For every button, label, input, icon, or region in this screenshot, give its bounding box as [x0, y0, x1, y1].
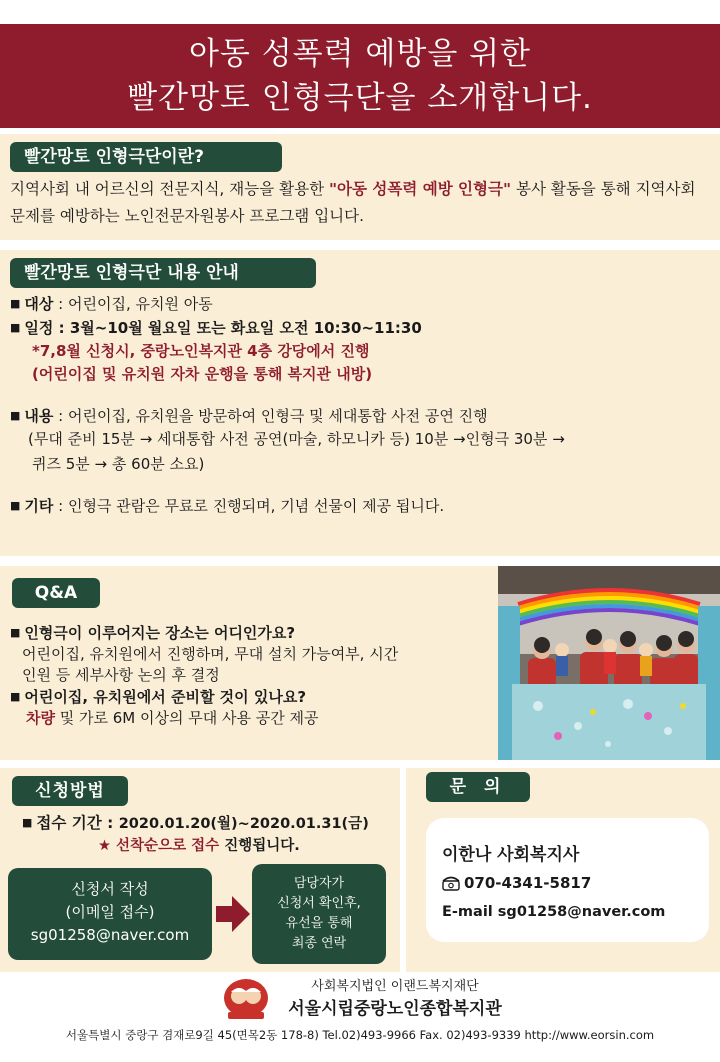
contact-card: [426, 818, 709, 942]
step-2-line-3: 유선을 통해: [285, 916, 353, 931]
content-value: : 어린이집, 유치원을 방문하여 인형극 및 세대통합 사전 공연 진행: [53, 407, 488, 425]
footer-foundation: 사회복지법인 이랜드복지재단: [311, 979, 479, 994]
target-row: [10, 292, 715, 316]
etc-value: : 인형극 관람은 무료로 진행되며, 기념 선물이 제공 됩니다.: [53, 497, 445, 515]
organization-logo: [222, 978, 270, 1022]
apply-content: [22, 812, 392, 857]
apply-period-value: 2020.01.20(월)~2020.01.31(금): [118, 816, 369, 832]
star-icon: ★: [98, 838, 111, 854]
step-2-line-4: 최종 연락: [291, 936, 347, 951]
contact-name: 이한나 사회복지사: [442, 845, 580, 865]
bullet-square: ■: [10, 321, 21, 334]
step-1-line-1: 신청서 작성: [71, 880, 149, 898]
contact-section: [406, 768, 720, 972]
apply-period: [22, 812, 392, 835]
answer-1-line-1: 어린이집, 유치원에서 진행하며, 무대 설치 가능여부, 시간: [22, 645, 399, 663]
apply-tag: 신청방법: [12, 776, 128, 806]
bullet-square: ■: [10, 690, 21, 703]
answer-1-line-2: 인원 등 세부사항 논의 후 결정: [22, 666, 220, 684]
schedule-note-2: (어린이집 및 유치원 자차 운행을 통해 복지관 내방): [32, 365, 373, 383]
puppet-show-illustration: [498, 566, 720, 760]
bullet-square: ■: [10, 409, 21, 422]
title-banner: [0, 24, 720, 128]
step-1-box: [8, 868, 212, 960]
schedule-label: 일정: [24, 319, 54, 337]
etc-row: [10, 494, 715, 518]
footer-address: 서울특별시 중랑구 겸재로9길 45(면목2동 178-8) Tel.02)493-9966 Fax. 02)493-9339 http://www.eorsin.com: [65, 1028, 655, 1042]
step-2-line-2: 신청서 확인후,: [277, 896, 361, 911]
question-1-text: 인형극이 이루어지는 장소는 어디인가요?: [24, 624, 296, 642]
step-2-box: [252, 864, 386, 964]
question-1: [10, 622, 495, 644]
content-line-2: (무대 준비 15분 → 세대통합 사전 공연(마술, 하모니카 등) 10분 →인형극 30분 →: [28, 430, 565, 448]
intro-highlight: "아동 성폭력 예방 인형극": [328, 180, 512, 198]
step-2-line-1: 담당자가: [293, 876, 345, 891]
schedule-note-1: *7,8월 신청시, 중랑노인복지관 4층 강당에서 진행: [32, 342, 370, 360]
apply-notice: [22, 835, 392, 857]
question-2-text: 어린이집, 유치원에서 준비할 것이 있나요?: [24, 688, 307, 706]
intro-section: [0, 134, 720, 240]
answer-2-highlight: 차량: [26, 709, 55, 727]
bullet-square: ■: [10, 626, 21, 639]
bullet-square: ■: [22, 816, 33, 829]
contact-email[interactable]: E-mail sg01258@naver.com: [442, 904, 666, 920]
details-content: [10, 292, 715, 518]
intro-text-rest: 봉사 활동을 통해 지역사회 문제를 예방하는 노인전문자원봉사 프로그램 입니다.: [10, 180, 696, 225]
intro-tag: 빨간망토 인형극단이란?: [10, 142, 282, 172]
contact-phone[interactable]: 070-4341-5817: [464, 874, 592, 892]
bullet-square: ■: [10, 499, 21, 512]
apply-section: [0, 768, 400, 972]
step-1-line-3: sg01258@naver.com: [30, 926, 190, 944]
details-tag: 빨간망토 인형극단 내용 안내: [10, 258, 316, 288]
answer-2-rest: 및 가로 6M 이상의 무대 사용 공간 제공: [54, 709, 319, 727]
content-label: 내용: [24, 407, 54, 425]
title-line-1: 아동 성폭력 예방을 위한: [188, 36, 532, 72]
content-line-3: 퀴즈 5분 → 총 60분 소요): [32, 455, 205, 473]
footer: [0, 978, 720, 1062]
apply-notice-rest: 진행됩니다.: [219, 838, 300, 854]
puppet-show-photo: [498, 566, 720, 760]
telephone-icon: [442, 873, 464, 899]
bullet-square: ■: [10, 297, 21, 310]
schedule-row: [10, 316, 715, 340]
footer-org-row: [0, 996, 720, 1022]
target-value: : 어린이집, 유치원 아동: [53, 295, 213, 313]
answer-2: [10, 708, 495, 729]
step-1-line-2: (이메일 접수): [65, 903, 155, 921]
qa-content: [10, 622, 495, 729]
title-line-2: 빨간망토 인형극단을 소개합니다.: [127, 80, 593, 116]
schedule-value: : 3월~10월 월요일 또는 화요일 오전 10:30~11:30: [53, 319, 422, 337]
intro-text: [10, 176, 715, 230]
apply-period-label: 접수 기간 :: [36, 814, 119, 832]
etc-label: 기타: [24, 497, 54, 515]
arrow-right-icon: [216, 896, 250, 932]
contact-tag: 문 의: [426, 772, 530, 802]
question-2: [10, 686, 495, 708]
target-label: 대상: [24, 295, 54, 313]
contact-phone-row: [442, 870, 709, 899]
details-section: [0, 250, 720, 556]
content-row: [10, 404, 715, 428]
apply-notice-highlight: 선착순으로 접수: [111, 838, 220, 854]
intro-text-part: 지역사회 내 어르신의 전문지식, 재능을 활용한: [10, 180, 329, 198]
footer-org-name: 서울시립중랑노인종합복지관: [288, 999, 502, 1019]
qa-tag: Q&A: [12, 578, 100, 608]
